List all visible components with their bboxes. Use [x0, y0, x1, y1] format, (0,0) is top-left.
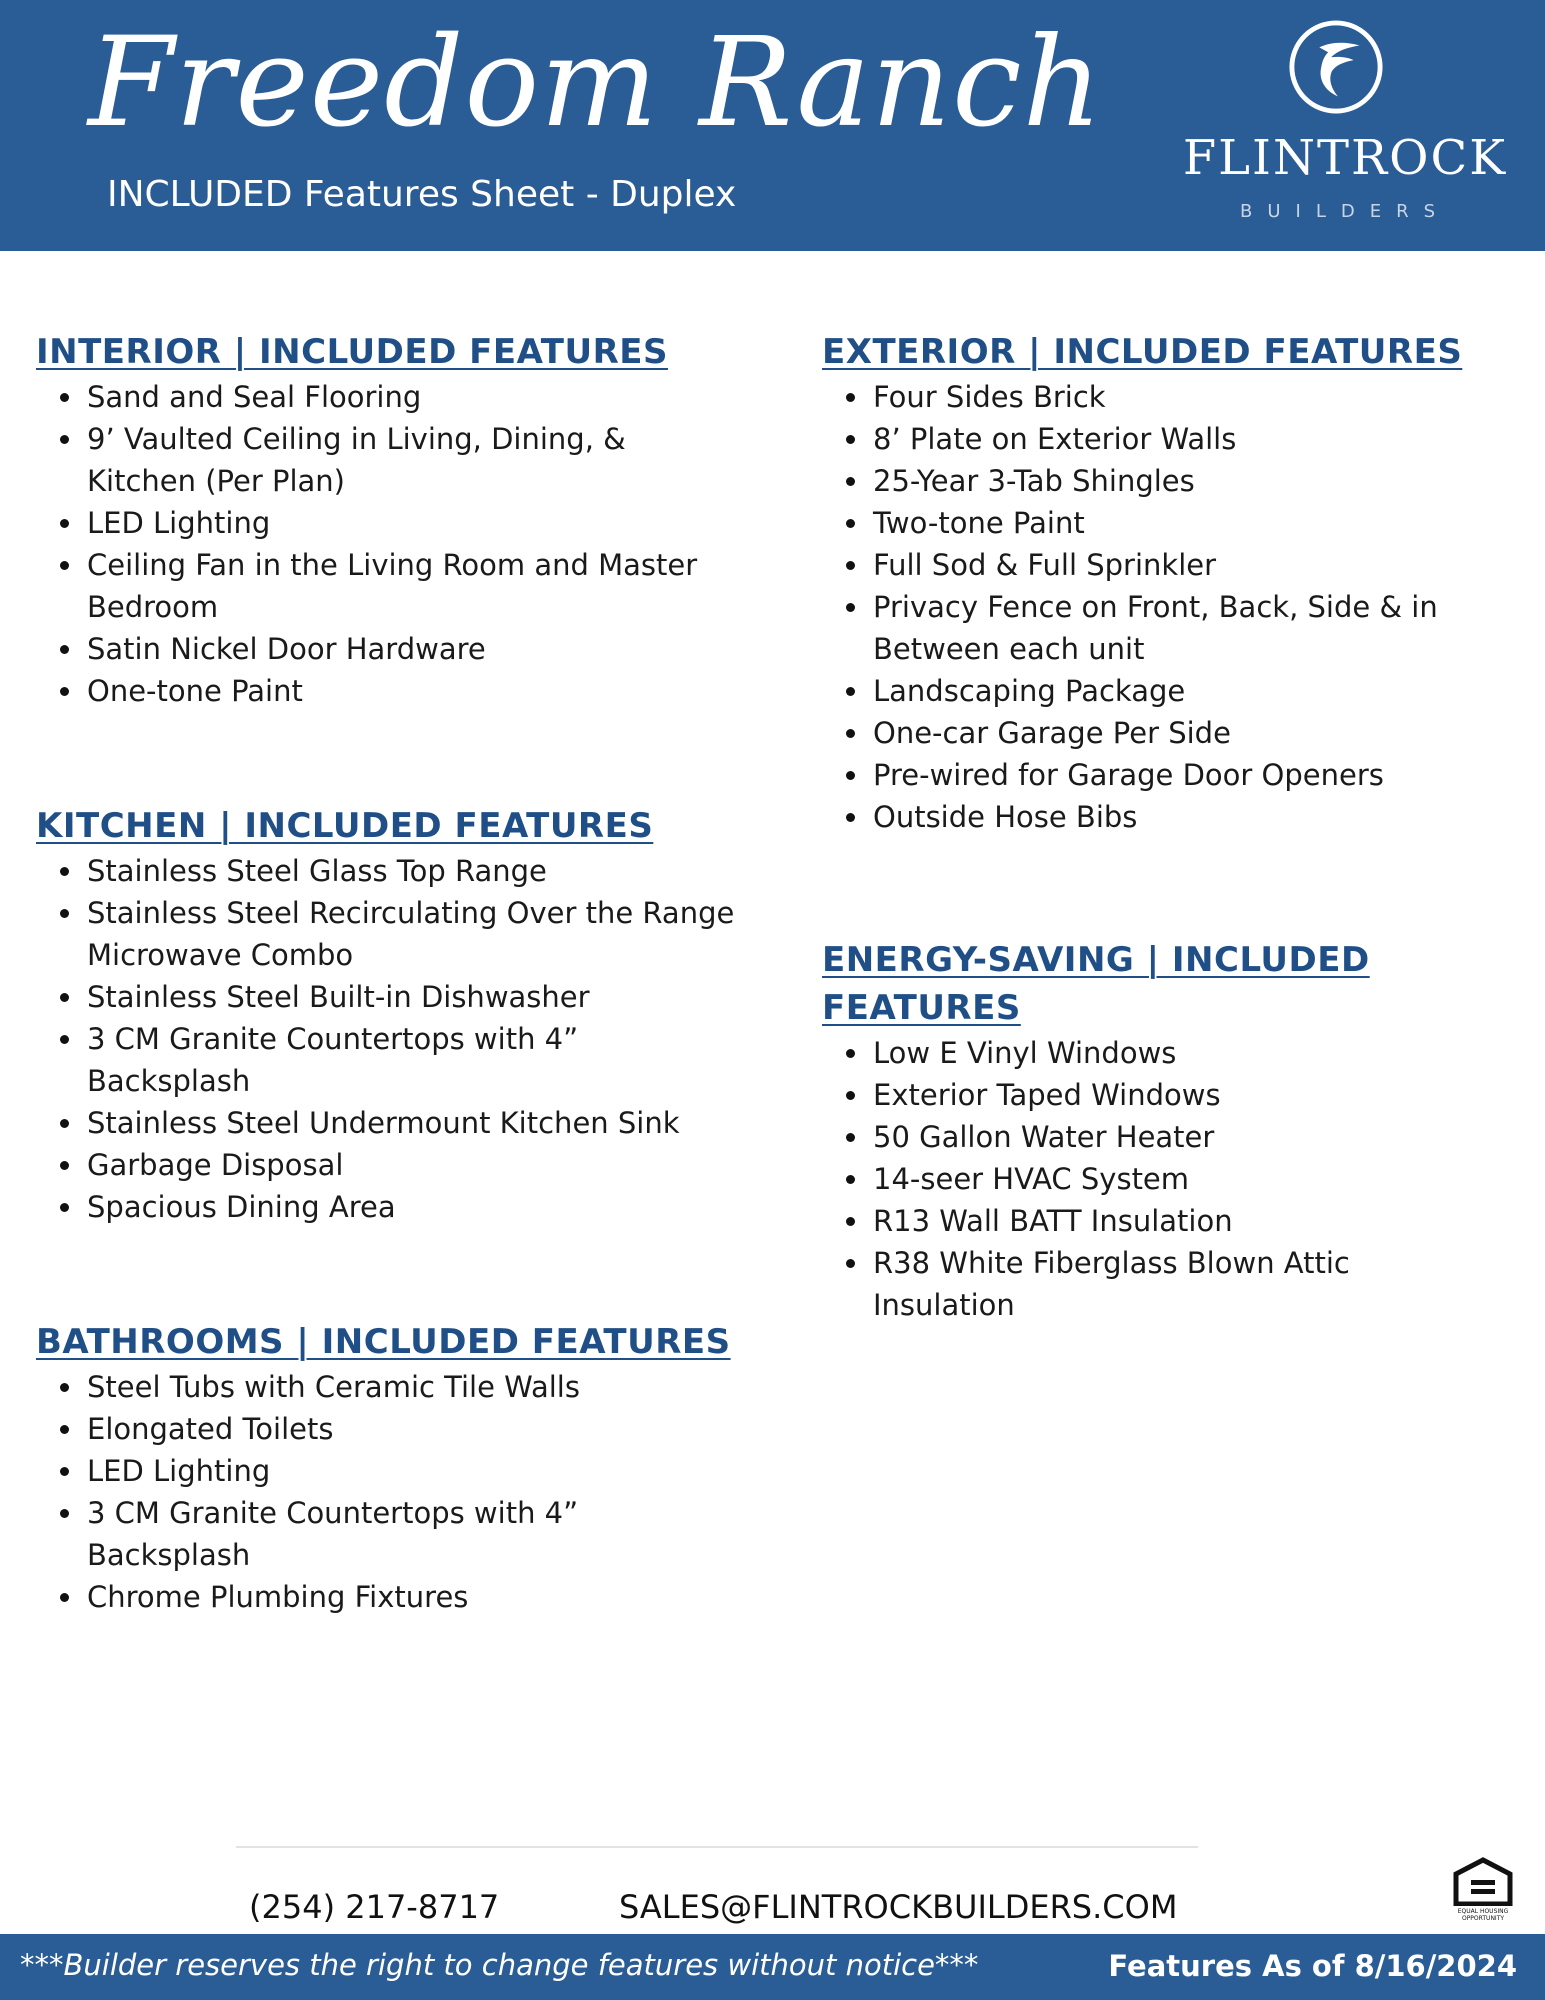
- feature-item: 14-seer HVAC System: [822, 1158, 1422, 1200]
- feature-item: Landscaping Package: [822, 670, 1502, 712]
- interior-section: [36, 328, 736, 712]
- feature-item: Chrome Plumbing Fixtures: [36, 1576, 736, 1618]
- bathrooms-section: [36, 1318, 736, 1618]
- disclaimer-text: ***Builder reserves the right to change features without notice***: [20, 1948, 979, 1982]
- features-as-of-date: Features As of 8/16/2024: [1108, 1949, 1517, 1983]
- energy-section: [822, 936, 1422, 1326]
- feature-item: R38 White Fiberglass Blown Attic Insulation: [822, 1242, 1422, 1326]
- feature-item: Privacy Fence on Front, Back, Side & in Between each unit: [822, 586, 1502, 670]
- phone-number: (254) 217-8717: [249, 1888, 500, 1926]
- feature-item: Elongated Toilets: [36, 1408, 736, 1450]
- feature-item: Stainless Steel Undermount Kitchen Sink: [36, 1102, 736, 1144]
- feature-item: Pre-wired for Garage Door Openers: [822, 754, 1502, 796]
- feature-item: 50 Gallon Water Heater: [822, 1116, 1422, 1158]
- feature-item: Satin Nickel Door Hardware: [36, 628, 736, 670]
- feature-item: Stainless Steel Recirculating Over the Range Microwave Combo: [36, 892, 736, 976]
- kitchen-section: [36, 802, 736, 1228]
- feature-item: Ceiling Fan in the Living Room and Master Bedroom: [36, 544, 736, 628]
- flintrock-logo-icon: [1287, 18, 1385, 116]
- page-title: Freedom Ranch: [88, 11, 1104, 155]
- feature-item: Spacious Dining Area: [36, 1186, 736, 1228]
- feature-item: One-car Garage Per Side: [822, 712, 1502, 754]
- feature-item: 3 CM Granite Countertops with 4” Backsplash: [36, 1492, 736, 1576]
- feature-item: R13 Wall BATT Insulation: [822, 1200, 1422, 1242]
- flintrock-logo: [1180, 18, 1510, 228]
- feature-item: Steel Tubs with Ceramic Tile Walls: [36, 1366, 736, 1408]
- feature-item: Stainless Steel Built-in Dishwasher: [36, 976, 736, 1018]
- feature-list: [822, 1032, 1422, 1326]
- exterior-section: [822, 328, 1502, 838]
- equal-housing-text: EQUAL HOUSING OPPORTUNITY: [1457, 1908, 1509, 1922]
- header-banner: [0, 0, 1545, 251]
- feature-list: [36, 850, 736, 1228]
- logo-subtitle: BUILDERS: [1239, 201, 1451, 222]
- feature-item: 25-Year 3-Tab Shingles: [822, 460, 1502, 502]
- feature-list: [822, 376, 1502, 838]
- logo-wordmark: FLINTROCK: [1182, 130, 1508, 186]
- feature-item: Garbage Disposal: [36, 1144, 736, 1186]
- feature-item: Sand and Seal Flooring: [36, 376, 736, 418]
- feature-item: 9’ Vaulted Ceiling in Living, Dining, & Kitchen (Per Plan): [36, 418, 736, 502]
- feature-item: Full Sod & Full Sprinkler: [822, 544, 1502, 586]
- feature-item: 8’ Plate on Exterior Walls: [822, 418, 1502, 460]
- feature-item: LED Lighting: [36, 502, 736, 544]
- section-heading: ENERGY-SAVING | INCLUDED FEATURES: [822, 940, 1370, 1028]
- feature-item: Stainless Steel Glass Top Range: [36, 850, 736, 892]
- section-heading: EXTERIOR | INCLUDED FEATURES: [822, 332, 1463, 372]
- equal-housing-icon: [1450, 1856, 1516, 1906]
- section-heading: KITCHEN | INCLUDED FEATURES: [36, 806, 654, 846]
- feature-item: Low E Vinyl Windows: [822, 1032, 1422, 1074]
- section-heading: BATHROOMS | INCLUDED FEATURES: [36, 1322, 731, 1362]
- feature-item: Four Sides Brick: [822, 376, 1502, 418]
- footer-bar: [0, 1934, 1545, 2000]
- feature-item: One-tone Paint: [36, 670, 736, 712]
- feature-item: LED Lighting: [36, 1450, 736, 1492]
- feature-list: [36, 376, 736, 712]
- feature-item: 3 CM Granite Countertops with 4” Backsplash: [36, 1018, 736, 1102]
- feature-item: Outside Hose Bibs: [822, 796, 1502, 838]
- page-subtitle: INCLUDED Features Sheet - Duplex: [107, 174, 737, 215]
- footer-divider: [236, 1846, 1198, 1848]
- email-address: SALES@FLINTROCKBUILDERS.COM: [619, 1888, 1178, 1926]
- equal-housing-logo: [1450, 1856, 1516, 1922]
- feature-item: Two-tone Paint: [822, 502, 1502, 544]
- feature-list: [36, 1366, 736, 1618]
- feature-item: Exterior Taped Windows: [822, 1074, 1422, 1116]
- section-heading: INTERIOR | INCLUDED FEATURES: [36, 332, 668, 372]
